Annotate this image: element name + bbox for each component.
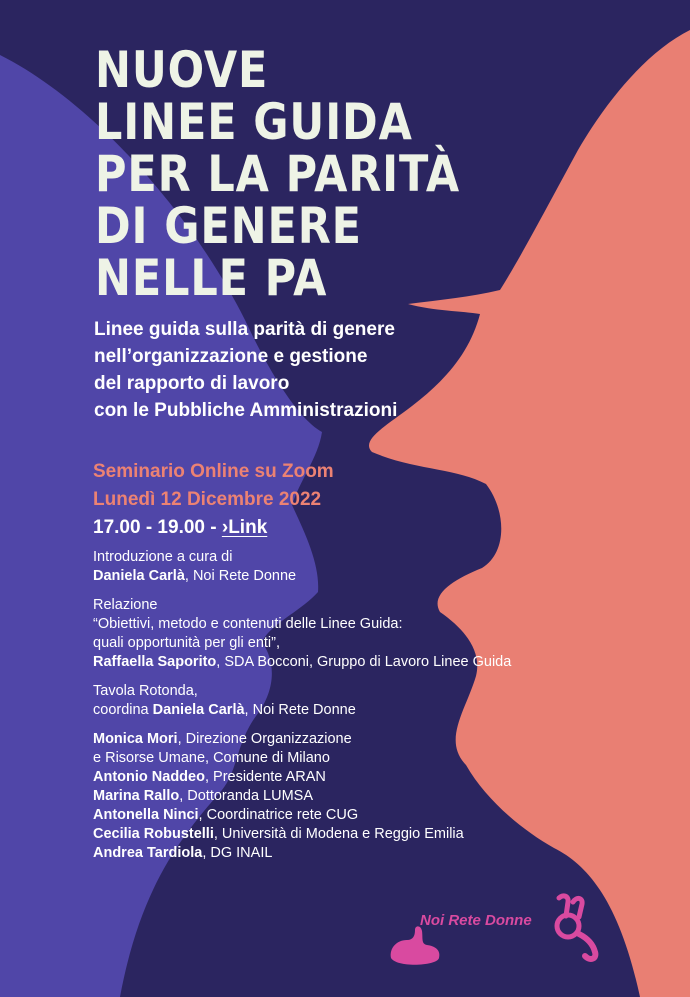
speaker-role: , DG INAIL: [202, 845, 273, 861]
speaker-role: , Dottoranda LUMSA: [179, 788, 314, 804]
headline-line: DI GENERE: [95, 197, 362, 255]
speaker-role: , Università di Modena e Reggio Emilia: [213, 826, 464, 842]
talk-section: [93, 596, 511, 672]
event-details: [93, 458, 334, 542]
round-table-org: , Noi Rete Donne: [244, 702, 356, 718]
headline-line: NELLE PA: [95, 249, 328, 307]
headline: [95, 41, 461, 307]
round-table-coord: coordina: [93, 702, 153, 718]
speaker-role: e Risorse Umane, Comune di Milano: [93, 750, 330, 766]
round-table-label: Tavola Rotonda,: [93, 683, 198, 699]
speaker-name: Andrea Tardiola: [93, 845, 203, 861]
round-table-coordinator: Daniela Carlà: [152, 702, 245, 718]
subtitle-line: Linee guida sulla parità di genere: [94, 319, 395, 340]
talk-label: Relazione: [93, 597, 158, 613]
subtitle-line: nell’organizzazione e gestione: [94, 346, 368, 367]
headline-line: NUOVE: [95, 41, 269, 99]
talk-title: “Obiettivi, metodo e contenuti delle Linee Guida:: [93, 616, 403, 632]
intro-section: [93, 548, 511, 586]
speaker-item: [93, 844, 511, 863]
speaker-name: Antonella Ninci: [93, 807, 199, 823]
intro-speaker: Daniela Carlà: [93, 568, 185, 584]
speaker-name: Monica Mori: [93, 731, 178, 747]
headline-line: LINEE GUIDA: [95, 93, 413, 151]
speaker-name: Antonio Naddeo: [93, 769, 205, 785]
speaker-role: , Presidente ARAN: [204, 769, 326, 785]
talk-org: , SDA Bocconi, Gruppo di Lavoro Linee Guida: [216, 654, 512, 670]
speaker-role: , Direzione Organizzazione: [177, 731, 352, 747]
speaker-name: Marina Rallo: [93, 788, 180, 804]
speakers-list: [93, 730, 511, 863]
speaker-item: [93, 806, 511, 825]
hand-gesture-icon: [385, 890, 605, 970]
round-table-section: [93, 682, 511, 720]
headline-line: PER LA PARITÀ: [95, 145, 461, 203]
intro-org: , Noi Rete Donne: [184, 568, 297, 584]
subtitle-line: con le Pubbliche Amministrazioni: [94, 400, 398, 421]
talk-title: quali opportunità per gli enti”,: [93, 635, 281, 651]
logo-text: Noi Rete Donne: [420, 912, 532, 929]
intro-label: Introduzione a cura di: [93, 549, 233, 565]
event-type: Seminario Online su Zoom: [93, 461, 334, 482]
talk-speaker: Raffaella Saporito: [93, 654, 217, 670]
subtitle-line: del rapporto di lavoro: [94, 373, 290, 394]
event-date: Lunedì 12 Dicembre 2022: [93, 489, 322, 510]
speaker-item: [93, 749, 511, 768]
event-time-row: [93, 514, 334, 542]
zoom-link[interactable]: ›Link: [221, 517, 268, 538]
event-time: 17.00 - 19.00 -: [93, 517, 222, 538]
speaker-item: [93, 825, 511, 844]
speaker-item: [93, 768, 511, 787]
speaker-item: [93, 787, 511, 806]
program: [93, 548, 511, 873]
subtitle: [94, 316, 397, 424]
noi-rete-donne-logo: [385, 890, 605, 970]
speaker-item: [93, 730, 511, 749]
speaker-role: , Coordinatrice rete CUG: [198, 807, 359, 823]
speaker-name: Cecilia Robustelli: [93, 826, 214, 842]
